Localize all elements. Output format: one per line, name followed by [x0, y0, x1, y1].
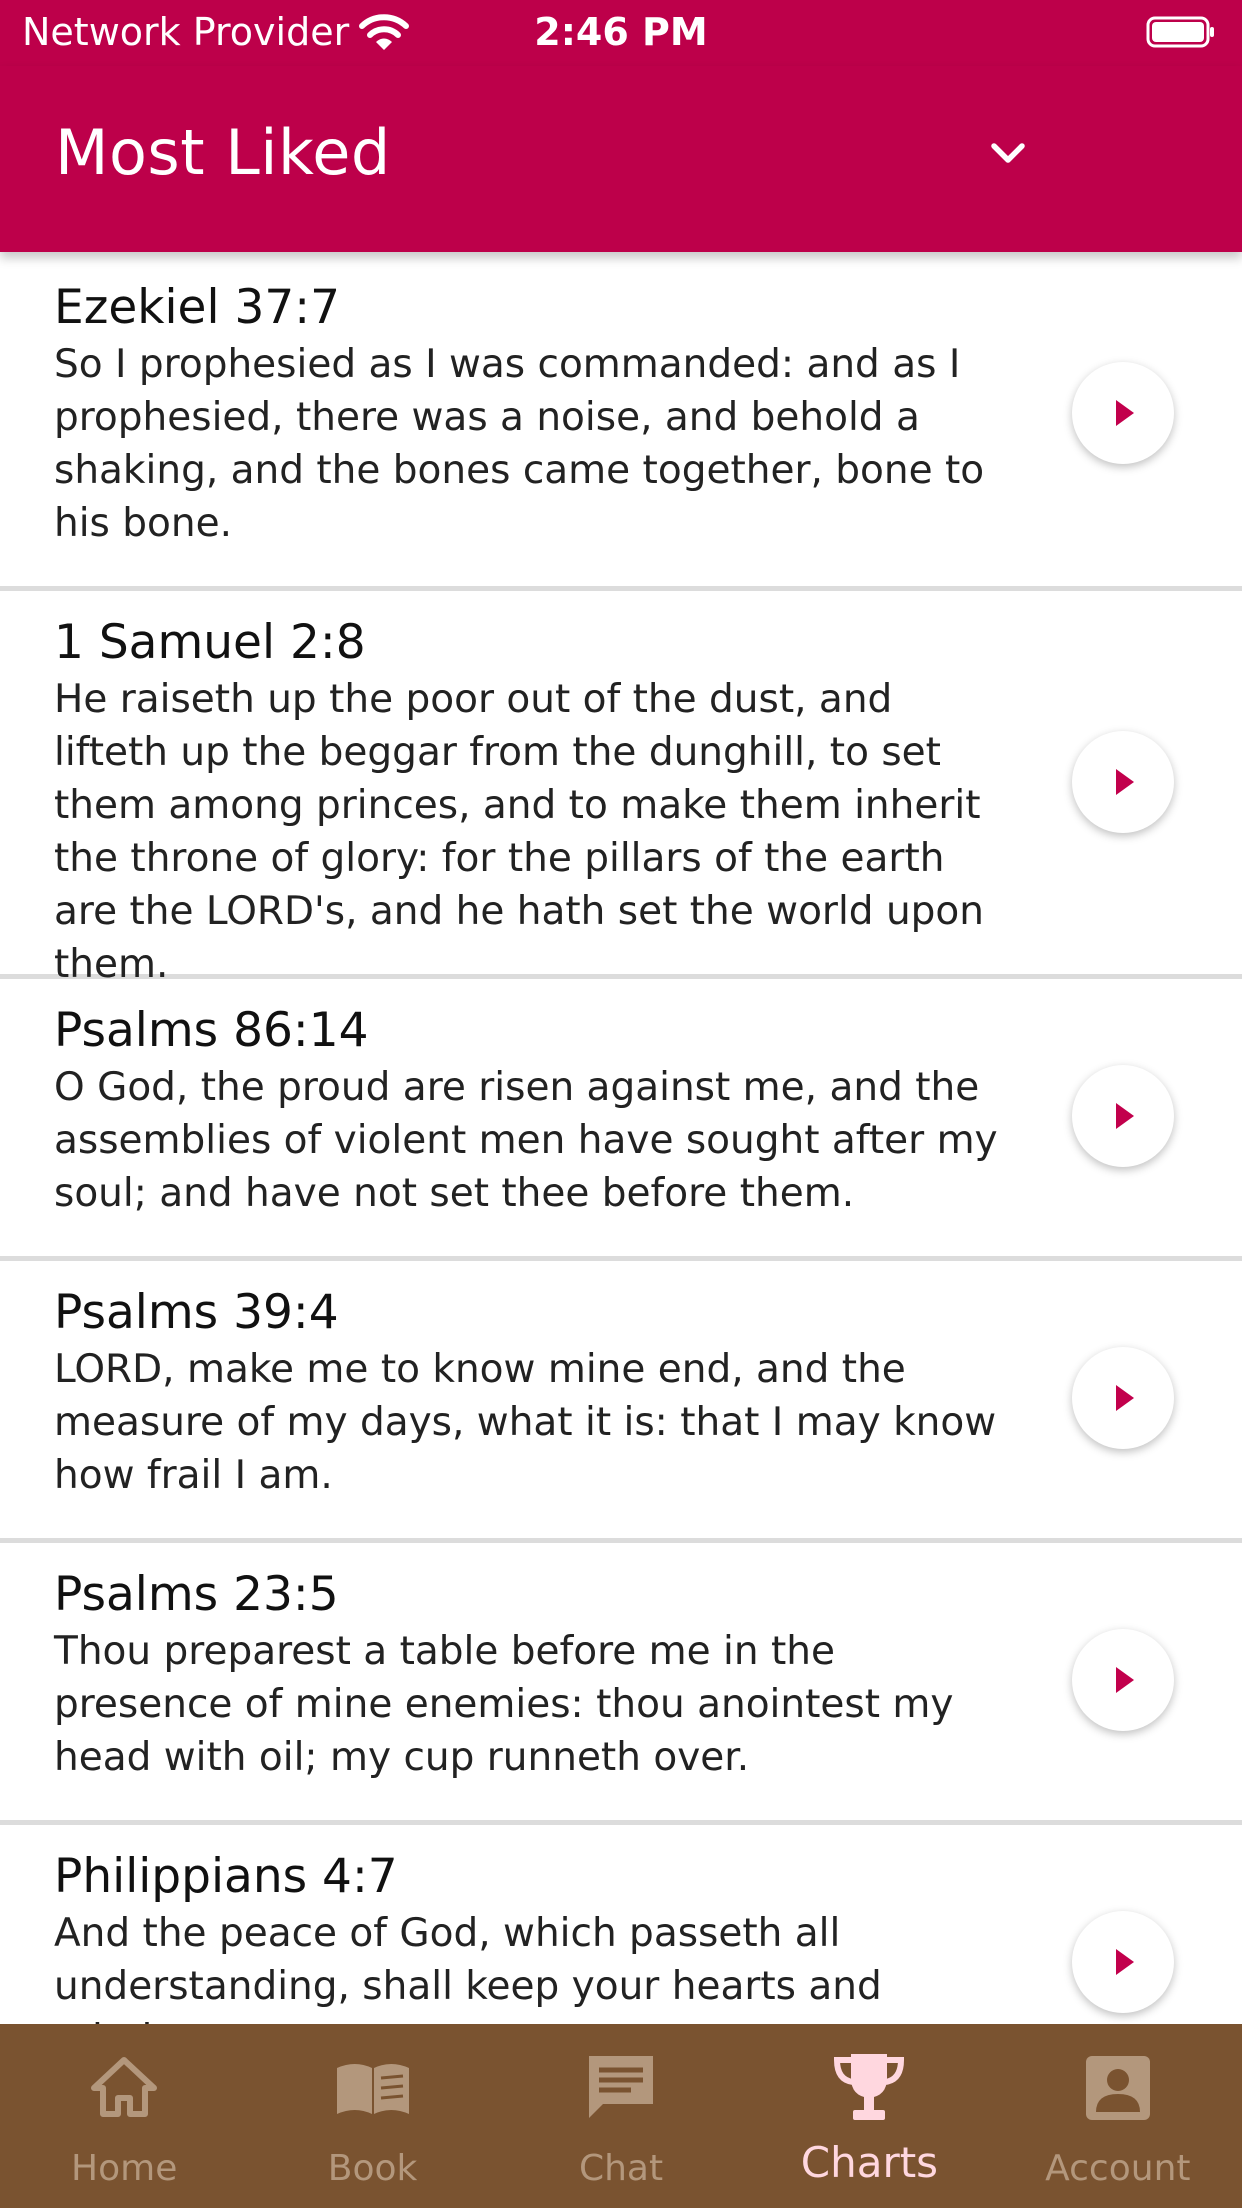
- chat-icon: [581, 2048, 661, 2128]
- play-arrow-icon: [1107, 1380, 1141, 1416]
- play-arrow-icon: [1107, 1662, 1141, 1698]
- verse-reference: Ezekiel 37:7: [54, 280, 341, 335]
- home-icon: [84, 2048, 164, 2128]
- verse-item[interactable]: [0, 252, 1242, 591]
- tab-charts[interactable]: [745, 2024, 993, 2208]
- verse-item[interactable]: [0, 1261, 1242, 1543]
- book-icon: [333, 2048, 413, 2128]
- play-arrow-icon: [1107, 395, 1141, 431]
- verse-text: He raiseth up the poor out of the dust, and lifteth up the beggar from the dunghill, to set them among princes, and to make them inherit the throne of glory: for the pillars of the earth are the LORD's, and he hath set the world upon them.: [54, 677, 985, 987]
- page-title: Most Liked: [55, 116, 391, 189]
- open-verse-button[interactable]: [1072, 1911, 1174, 2013]
- open-verse-button[interactable]: [1072, 362, 1174, 464]
- status-bar: [0, 0, 1242, 66]
- carrier-name: Network Provider: [22, 10, 350, 54]
- play-arrow-icon: [1107, 764, 1141, 800]
- verse-text: So I prophesied as I was commanded: and as I prophesied, there was a noise, and behold a shaking, and the bones came together, bone to his bone.: [54, 342, 985, 546]
- verse-reference: Philippians 4:7: [54, 1849, 398, 1904]
- verse-reference: Psalms 86:14: [54, 1003, 369, 1058]
- verse-item[interactable]: [0, 591, 1242, 987]
- play-arrow-icon: [1107, 1944, 1141, 1980]
- open-verse-button[interactable]: [1072, 1629, 1174, 1731]
- bottom-tab-bar: [0, 2024, 1242, 2208]
- verse-reference: Psalms 23:5: [54, 1567, 339, 1622]
- verse-text: Thou preparest a table before me in the presence of mine enemies: thou anointest my head with oil; my cup runneth over.: [54, 1629, 954, 1780]
- clock: 2:46 PM: [534, 10, 708, 54]
- verse-reference: Psalms 39:4: [54, 1285, 339, 1340]
- verse-item[interactable]: [0, 1543, 1242, 1825]
- open-verse-button[interactable]: [1072, 731, 1174, 833]
- verse-text: LORD, make me to know mine end, and the measure of my days, what it is: that I may know how frail I am.: [54, 1347, 997, 1498]
- play-arrow-icon: [1107, 1098, 1141, 1134]
- open-verse-button[interactable]: [1072, 1065, 1174, 1167]
- tab-label: Book: [327, 2148, 418, 2189]
- verse-item[interactable]: [0, 979, 1242, 1261]
- tab-chat[interactable]: [497, 2024, 745, 2208]
- tab-label: Home: [71, 2148, 178, 2189]
- chevron-down-icon[interactable]: [980, 126, 1036, 182]
- verse-reference: 1 Samuel 2:8: [54, 615, 366, 670]
- trophy-icon: [829, 2048, 909, 2128]
- tab-label: Charts: [800, 2138, 939, 2187]
- verse-text: O God, the proud are risen against me, and the assemblies of violent men have sought after my soul; and have not set thee before them.: [54, 1065, 998, 1216]
- account-icon: [1078, 2048, 1158, 2128]
- tab-label: Account: [1045, 2148, 1191, 2189]
- verse-list[interactable]: [0, 252, 1242, 2024]
- open-verse-button[interactable]: [1072, 1347, 1174, 1449]
- battery-icon: [1146, 16, 1216, 48]
- verse-text: And the peace of God, which passeth all understanding, shall keep your hearts and: [54, 1911, 882, 2009]
- tab-book[interactable]: [248, 2024, 496, 2208]
- tab-label: Chat: [578, 2148, 664, 2189]
- tab-home[interactable]: [0, 2024, 248, 2208]
- tab-account[interactable]: [994, 2024, 1242, 2208]
- app-header: [0, 66, 1242, 252]
